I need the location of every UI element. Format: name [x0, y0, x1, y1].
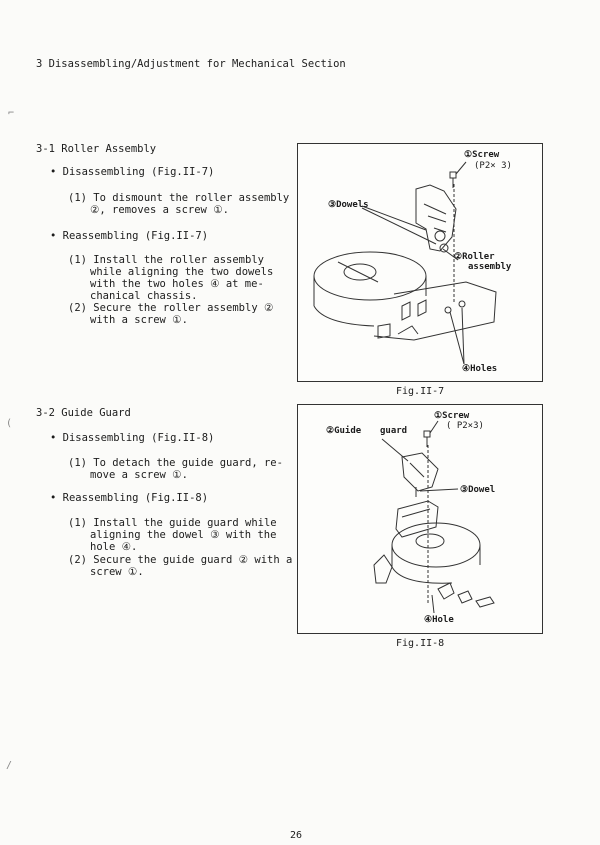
fig7-screw-spec: (P2× 3): [474, 161, 512, 171]
guide-disassembling-heading: • Disassembling (Fig.II-8): [50, 432, 215, 444]
margin-mark: (: [6, 418, 13, 429]
roller-disassembling-heading: • Disassembling (Fig.II-7): [50, 166, 215, 178]
figure-ii-8: [297, 404, 543, 634]
margin-mark: ⌐: [8, 108, 15, 119]
guide-dis-step1-line2: move a screw ①.: [90, 469, 188, 481]
roller-reassembling-heading: • Reassembling (Fig.II-7): [50, 230, 209, 242]
fig7-caption: Fig.II-7: [396, 386, 445, 397]
fig8-hole-label: ④Hole: [424, 615, 454, 625]
guide-re-step1-line2: aligning the dowel ③ with the: [90, 529, 277, 541]
fig8-caption: Fig.II-8: [396, 638, 445, 649]
figure-ii-7: [297, 143, 543, 382]
guide-re-step1-line1: (1) Install the guide guard while: [68, 517, 277, 529]
fig8-dowel-label: ③Dowel: [460, 485, 496, 495]
roller-re-step1-line4: chanical chassis.: [90, 290, 198, 302]
guide-re-step2-line2: screw ①.: [90, 566, 144, 578]
fig8-guide-label-2: guard: [380, 426, 408, 436]
fig7-screw-label: ①Screw: [464, 150, 500, 160]
guide-dis-step1-line1: (1) To detach the guide guard, re-: [68, 457, 283, 469]
fig7-holes-label: ④Holes: [462, 364, 498, 374]
roller-re-step1-line3: with the two holes ④ at me-: [90, 278, 264, 290]
roller-re-step1-line1: (1) Install the roller assembly: [68, 254, 264, 266]
fig8-screw-label: ①Screw: [434, 411, 470, 421]
guide-re-step2-line1: (2) Secure the guide guard ② with a: [68, 554, 293, 566]
section-title: 3 Disassembling/Adjustment for Mechanical Section: [36, 58, 346, 70]
roller-re-step1-line2: while aligning the two dowels: [90, 266, 274, 278]
guide-reassembling-heading: • Reassembling (Fig.II-8): [50, 492, 209, 504]
roller-dis-step1-line2: ②, removes a screw ①.: [90, 204, 229, 216]
roller-dis-step1-line1: (1) To dismount the roller assembly: [68, 192, 290, 204]
fig7-roller-label: ②Roller: [454, 252, 495, 262]
fig8-screw-spec: ( P2×3): [446, 421, 484, 431]
fig7-dowels-label: ③Dowels: [328, 200, 369, 210]
fig7-roller-label-2: assembly: [468, 262, 512, 272]
guide-guard-heading: 3-2 Guide Guard: [36, 407, 131, 419]
page-number: 26: [290, 830, 303, 841]
guide-re-step1-line3: hole ④.: [90, 541, 138, 553]
margin-mark: /: [6, 760, 13, 771]
roller-re-step2-line2: with a screw ①.: [90, 314, 188, 326]
roller-re-step2-line1: (2) Secure the roller assembly ②: [68, 302, 274, 314]
fig8-guide-label: ②Guide: [326, 426, 362, 436]
guide-guard-drawing: [298, 405, 542, 633]
roller-assembly-heading: 3-1 Roller Assembly: [36, 143, 157, 155]
